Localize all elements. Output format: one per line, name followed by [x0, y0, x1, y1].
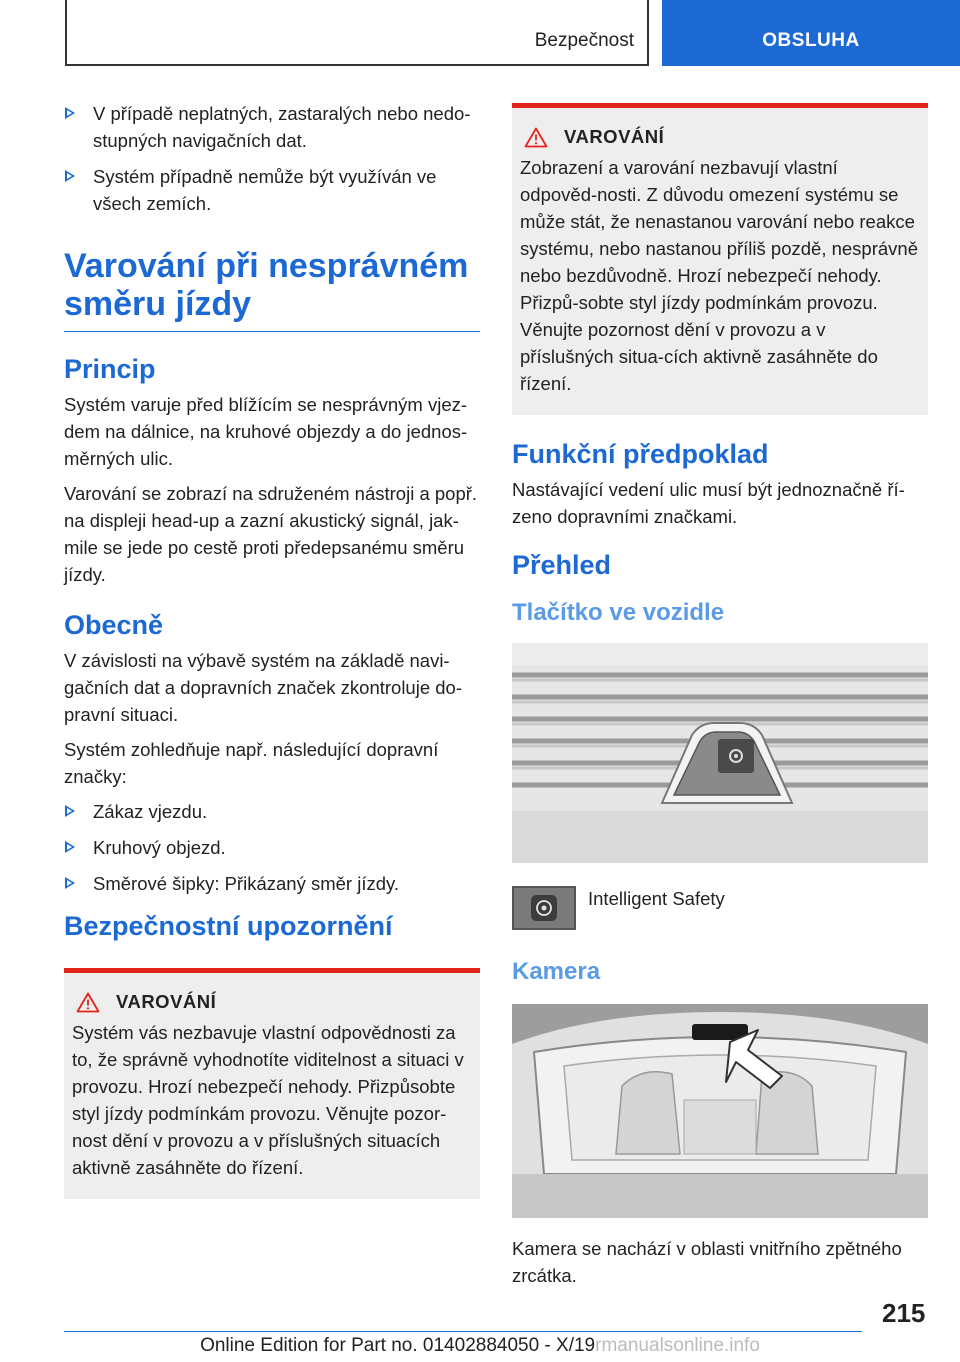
- heading-tlacitko: Tlačítko ve vozidle: [512, 599, 725, 626]
- warning-box: [64, 968, 480, 1199]
- footer-edition: Online Edition for Part no. 01402884050 - X/19: [200, 1335, 596, 1356]
- heading-kamera: Kamera: [512, 958, 601, 985]
- intelligent-safety-label: Intelligent Safety: [588, 888, 725, 909]
- dashboard-button-figure: [512, 643, 928, 863]
- intelligent-safety-button-icon: [512, 886, 576, 930]
- heading-obecne: Obecně: [64, 610, 164, 640]
- list-item: V případě neplatných, zastaralých nebo nedo-stupných navigačních dat.: [64, 100, 480, 154]
- paragraph: Systém varuje před blížícím se nesprávným vjez-dem na dálnice, na kruhové objezdy a do jednos-měrných ulic.: [64, 394, 468, 469]
- footer: [0, 1335, 960, 1357]
- bullet-list-top: [64, 100, 480, 217]
- list-item: Kruhový objezd.: [64, 834, 480, 861]
- heading-prehled: Přehled: [512, 550, 612, 580]
- paragraph: V závislosti na výbavě systém na základě navi-gačních dat a dopravních značek zkontroluje do-pravní situaci.: [64, 650, 462, 725]
- list-item: Směrové šipky: Přikázaný směr jízdy.: [64, 870, 480, 897]
- warning-triangle-icon: [524, 127, 548, 148]
- triangle-bullet-icon: [65, 107, 75, 119]
- triangle-bullet-icon: [65, 841, 75, 853]
- warning-triangle-icon: [76, 992, 100, 1013]
- paragraph: Nastávající vedení ulic musí být jednoznačně ří-zeno dopravními značkami.: [512, 479, 905, 527]
- paragraph: Kamera se nachází v oblasti vnitřního zpětného zrcátka.: [512, 1238, 902, 1286]
- page-header: [0, 0, 960, 66]
- button-legend: [512, 886, 928, 930]
- triangle-bullet-icon: [65, 170, 75, 182]
- header-chapter-tab: OBSLUHA: [662, 0, 960, 66]
- footer-divider: [64, 1331, 862, 1332]
- warning-text: Systém vás nezbavuje vlastní odpovědnosti za to, že správně vyhodnotíte viditelnost a situaci v provozu. Hrozí nebezpečí nehody. Přizpůsobte styl jízdy podmínkám provozu. Věnujte pozor-nost dění v provozu a v příslušných situacích aktivně zasáhněte do řízení.: [72, 1022, 464, 1178]
- paragraph: Varování se zobrazí na sdruženém nástroji a popř. na displeji head-up a zazní akustický signál, jak-mile se jede po cestě proti předepsanému směru jízdy.: [64, 483, 478, 585]
- triangle-bullet-icon: [65, 805, 75, 817]
- right-column: [512, 103, 928, 1297]
- footer-watermark: rmanualsonline.info: [595, 1335, 760, 1356]
- heading-safety: Bezpečnostní upozornění: [64, 911, 393, 941]
- left-column: [64, 100, 480, 1199]
- heading-funkcni: Funkční předpoklad: [512, 439, 769, 469]
- page-number: 215: [882, 1298, 926, 1328]
- warning-text: Zobrazení a varování nezbavují vlastní odpověd-nosti. Z důvodu omezení systému se může stát, že nenastanou varování nebo reakce systému, nebo nastanou příliš pozdě, nesprávně nebo bezdůvodně. Hrozí nebezpečí nehody. Přizpů-sobte styl jízdy podmínkám provozu. Věnujte pozornost dění v provozu a v příslušných situa-cích aktivně zasáhněte do řízení.: [520, 157, 918, 394]
- list-item: Systém případně nemůže být využíván ve všech zemích.: [64, 163, 480, 217]
- bullet-list-signs: [64, 798, 480, 897]
- heading-princip: Princip: [64, 354, 156, 384]
- header-section-title: Bezpečnost: [534, 30, 634, 51]
- warning-title: VAROVÁNÍ: [564, 126, 665, 147]
- list-item: Zákaz vjezdu.: [64, 798, 480, 825]
- page-title: Varování při nesprávném směru jízdy: [64, 247, 480, 332]
- paragraph: Systém zohledňuje např. následující dopravní značky:: [64, 739, 439, 787]
- camera-location-figure: [512, 1004, 928, 1218]
- warning-title: VAROVÁNÍ: [116, 991, 217, 1012]
- warning-box: [512, 103, 928, 415]
- triangle-bullet-icon: [65, 877, 75, 889]
